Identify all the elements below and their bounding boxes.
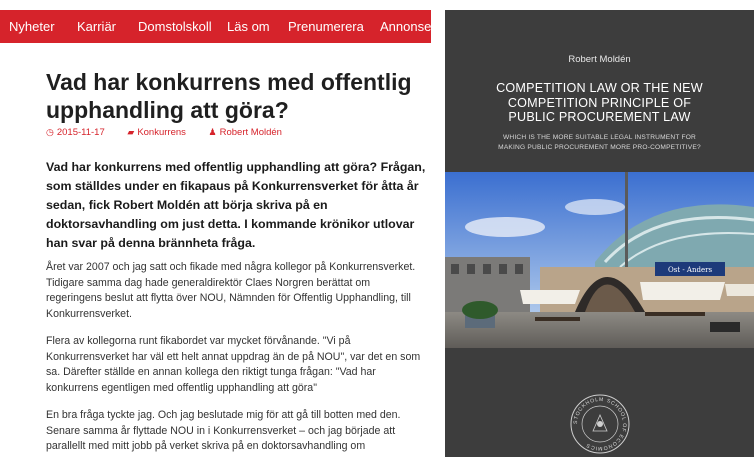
- article-author: Robert Moldén: [219, 127, 282, 138]
- article-meta: [46, 127, 302, 138]
- book-subtitle-line: MAKING PUBLIC PROCUREMENT MORE PRO-COMPETITIVE?: [498, 143, 701, 151]
- person-icon: ♟: [208, 127, 217, 137]
- article-category: Konkurrens: [137, 127, 186, 138]
- article-title: Vad har konkurrens med offentlig upphandling att göra?: [46, 69, 412, 123]
- folder-icon: ▰: [127, 127, 135, 137]
- book-subtitle: [485, 133, 714, 152]
- book-title-line: COMPETITION LAW OR THE NEW: [496, 81, 703, 95]
- article-paragraph-1: Året var 2007 och jag satt och fikade med några kollegor på Konkurrensverket. Tidigare samma dag hade generaldirektör Claes Norgren berättat om regeringens beslut att flytta över NOU, Nämnden för Offentlig Upphandling, till Konkurrensverket.: [46, 261, 416, 320]
- article-date: 2015-11-17: [56, 127, 105, 138]
- cloud: [465, 217, 545, 237]
- article-paragraph-3: En bra fråga tyckte jag. Och jag beslutade mig för att gå till botten med den. Senare samma år flyttade NOU in i Konkurrensverket – och jag började att parallellt med mitt jobb på verket skriva på en doktorsavhandling om: [46, 409, 401, 452]
- book-title-line: COMPETITION PRINCIPLE OF: [507, 95, 692, 110]
- article-date-link[interactable]: [46, 127, 115, 138]
- awning: [520, 290, 580, 304]
- cover-photo: [445, 172, 754, 348]
- book-title: [465, 81, 734, 125]
- nav-item-annonsera[interactable]: Annonsera: [380, 19, 443, 34]
- flag-pole: [625, 172, 628, 282]
- article-paragraph-2: Flera av kollegorna runt fikabordet var mycket förvånande. "Vi på Konkurrensverket har väl ett helt annat uppdrag än de på NOU", var det en som sa. Därefter ställde en annan kollega den riktigt tunga frågan: "Vad har konkurrens egentligen med offentlig upphandling att göra": [46, 335, 421, 394]
- seal-text: STOCKHOLM SCHOOL OF ECONOMICS: [572, 396, 628, 452]
- cloud: [565, 199, 625, 215]
- book-subtitle-line: WHICH IS THE MORE SUITABLE LEGAL INSTRUMENT FOR: [502, 134, 697, 141]
- shop-sign-text: Ost - Anders: [667, 266, 713, 274]
- nav-item-karriar[interactable]: Karriär: [77, 19, 117, 34]
- stockholm-school-of-economics-seal: [569, 393, 631, 455]
- main-nav: [0, 10, 443, 43]
- article-category-link[interactable]: [127, 127, 196, 138]
- nav-item-prenumerera[interactable]: Prenumerera: [288, 19, 364, 34]
- nav-item-domstolskoll[interactable]: Domstolskoll: [138, 19, 212, 34]
- nav-item-nyheter[interactable]: Nyheter: [9, 19, 55, 34]
- bicycle: [710, 322, 740, 332]
- book-cover: [445, 10, 754, 457]
- nav-item-las-om[interactable]: Läs om: [227, 19, 270, 34]
- clock-icon: ◷: [46, 127, 54, 137]
- book-title-line: PUBLIC PROCUREMENT LAW: [508, 110, 691, 124]
- book-author: Robert Moldén: [568, 54, 631, 65]
- article-author-link[interactable]: [209, 127, 292, 138]
- planter: [462, 301, 498, 319]
- article-lead: Vad har konkurrens med offentlig upphandling att göra? Frågan, som ställdes under en fikapaus på Konkurrensverket för åtta år sedan, fick Robert Moldén att börja skriva på en doktorsavhandling om just detta. I kommande krönikor utlovar han svar på denna brännheta fråga.: [46, 160, 426, 250]
- awning: [640, 282, 725, 300]
